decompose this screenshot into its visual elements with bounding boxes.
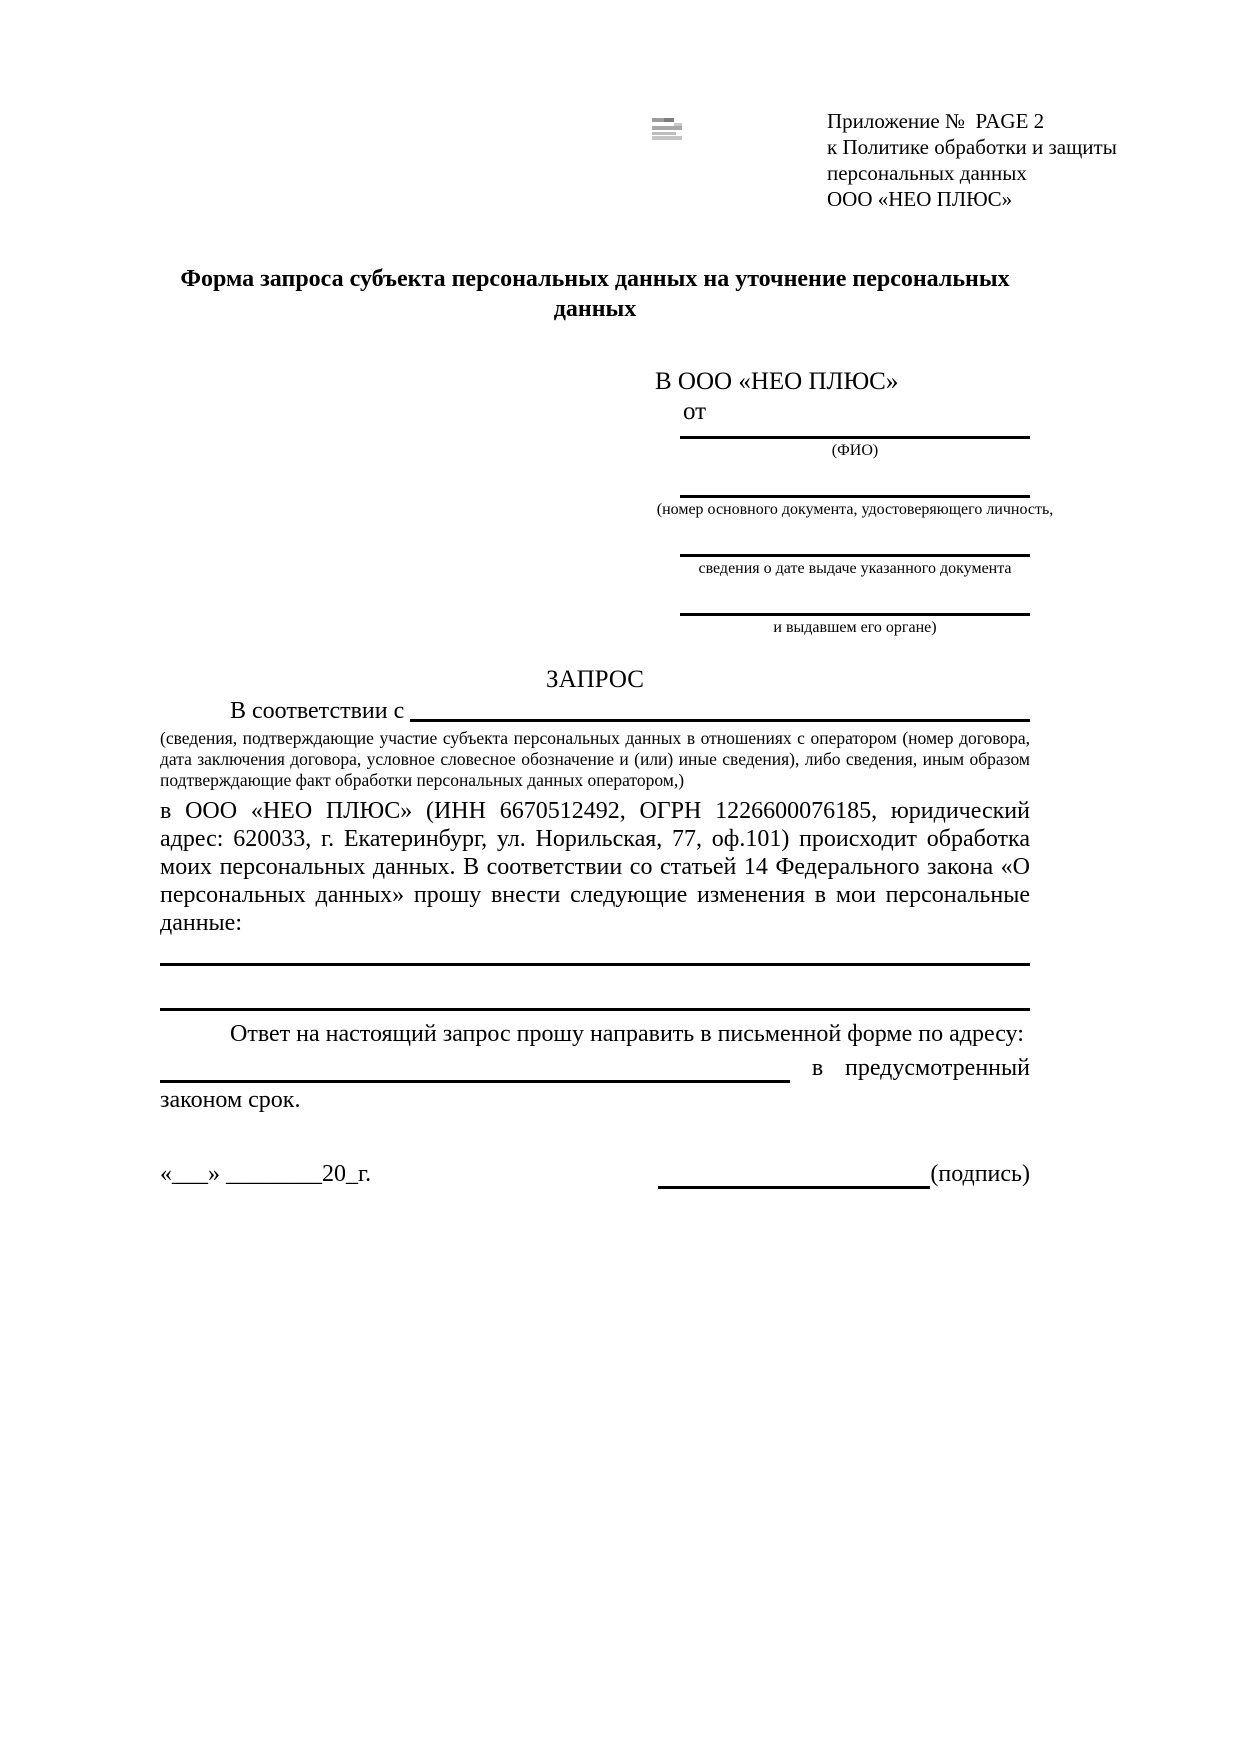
- reply-instruction-line: Ответ на настоящий запрос прошу направить в письменной форме по адресу:: [230, 1021, 1024, 1047]
- changes-blank-line-1: [160, 937, 1030, 966]
- reply-deadline-line: законом срок.: [160, 1087, 301, 1113]
- issuing-authority-blank-line: [680, 603, 1030, 616]
- fio-field: [680, 426, 1030, 461]
- reply-address-row: [160, 1049, 1030, 1083]
- document-number-blank-line: [680, 485, 1030, 498]
- addressee-from: от: [683, 398, 707, 425]
- intro-row: [160, 696, 1030, 726]
- reply-word-in: в: [811, 1055, 824, 1081]
- issuing-authority-field: [680, 603, 1030, 638]
- signature-caption: (подпись): [930, 1161, 1030, 1187]
- appendix-line-2: к Политике обработки и защиты: [827, 135, 1117, 159]
- fine-print-note: (сведения, подтверждающие участие субъекта персональных данных в отношениях с оператором (номер договора, дата заключения договора, условное словесное обозначение и (или) иные сведения), либо сведения, иным образом подтверждающие факт обработки персональных данных оператором,): [160, 728, 1030, 790]
- document-number-field: [656, 485, 1054, 520]
- reply-address-blank-line: [160, 1052, 790, 1083]
- fio-caption: (ФИО): [831, 442, 879, 459]
- intro-blank-line: [410, 696, 1030, 722]
- signature-blank-line: [658, 1160, 930, 1189]
- signature-group: [658, 1159, 1030, 1189]
- date-signature-row: [160, 1159, 1030, 1189]
- document-header: [160, 108, 1117, 212]
- request-heading: ЗАПРОС: [546, 666, 644, 693]
- addressee-to: В ООО «НЕО ПЛЮС»: [655, 368, 899, 395]
- addressee-fields: [656, 426, 1054, 638]
- fio-blank-line: [680, 426, 1030, 439]
- request-body-paragraph: в ООО «НЕО ПЛЮС» (ИНН 6670512492, ОГРН 1226600076185, юридический адрес: 620033, г. Екатеринбург, ул. Норильская, 77, оф.101) происходит обработка моих персональных данных. В соответствии со статьей 14 Федерального закона «О персональных данных» прошу внести следующие изменения в мои персональные данные:: [160, 798, 1030, 936]
- intro-text: В соответствии с: [230, 698, 411, 724]
- addressee-block: [655, 368, 1054, 638]
- issue-date-field: [680, 544, 1030, 579]
- appendix-line-4: ООО «НЕО ПЛЮС»: [827, 187, 1013, 211]
- form-title: Форма запроса субъекта персональных данных на уточнение персональных данных: [180, 266, 1010, 322]
- document-content: [160, 0, 1117, 1189]
- issuing-authority-caption: и выдавшем его органе): [773, 619, 937, 636]
- appendix-block: [827, 108, 1157, 212]
- issue-date-blank-line: [680, 544, 1030, 557]
- changes-blank-line-2: [160, 966, 1030, 1011]
- date-blank: «___» ________20_г.: [160, 1161, 372, 1187]
- placeholder-image-icon: [648, 116, 684, 142]
- appendix-line-1: Приложение № PAGE 2: [827, 109, 1045, 133]
- appendix-line-3: персональных данных: [827, 161, 1027, 185]
- document-number-caption: (номер основного документа, удостоверяющего личность,: [656, 501, 1054, 518]
- issue-date-caption: сведения о дате выдаче указанного документа: [698, 560, 1012, 577]
- reply-word-term: предусмотренный: [844, 1055, 1030, 1081]
